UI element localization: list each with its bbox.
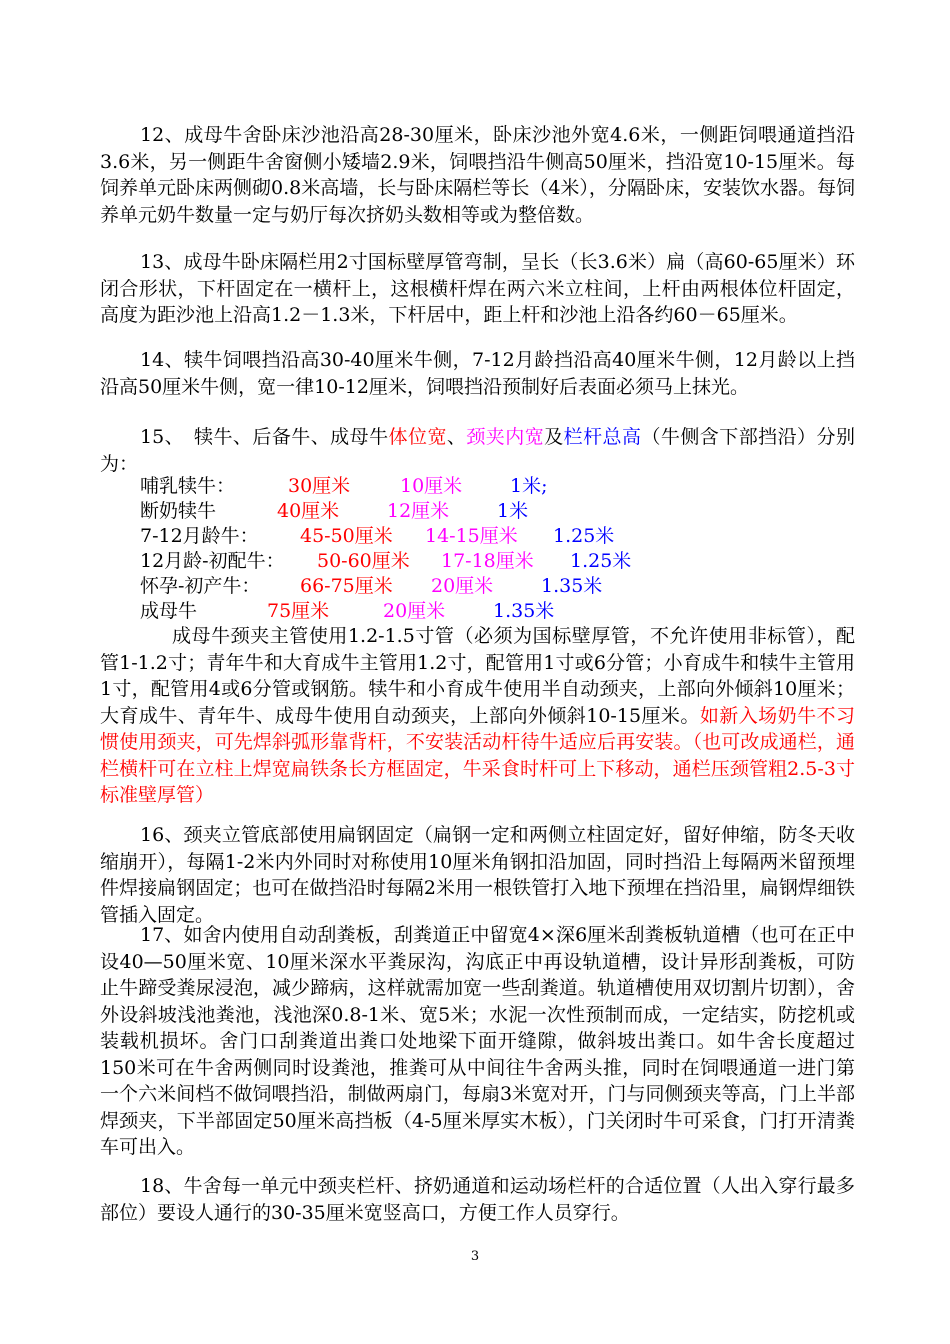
- paragraph-18: 18、牛舍每一单元中颈夹栏杆、挤奶通道和运动场栏杆的合适位置（人出入穿行最多部位）要设人通行的30-35厘米宽竖高口，方便工作人员穿行。: [100, 1175, 855, 1224]
- spec-label: 断奶犊牛: [140, 500, 217, 522]
- p15-neck-width: 颈夹内宽: [466, 426, 545, 448]
- page-number: 3: [470, 1249, 480, 1264]
- p15-sep2: 及: [544, 426, 564, 448]
- spec-height: 1.25米: [570, 550, 632, 572]
- paragraph-12: 12、成母牛舍卧床沙池沿高28-30厘米，卧床沙池外宽4.6米，一侧距饲喂通道挡沿3.6米，另一侧距牛舍窗侧小矮墙2.9米，饲喂挡沿牛侧高50厘米，挡沿宽10-15厘米。每饲养单元卧床两侧砌0.8米高墙，长与卧床隔栏等长（4米），分隔卧床，安装饮水器。每饲养单元奶牛数量一定与奶厅每次挤奶头数相等或为整倍数。: [100, 124, 855, 226]
- spec-height: 1.35米: [493, 600, 555, 622]
- spec-neck: 20厘米: [383, 600, 446, 622]
- p15b-red: 如新入场奶牛不习惯使用颈夹，可先焊斜弧形靠背杆，不安装活动杆待牛适应后再安装。（也可改成通栏，通栏横杆可在立柱上焊宽扁铁条长方框固定，牛采食时杆可上下移动，通栏压颈管粗2.5-3寸标准壁厚管）: [100, 704, 855, 806]
- p15-rail-height: 栏杆总高: [563, 426, 642, 448]
- spec-width: 45-50厘米: [300, 525, 393, 547]
- spec-label: 哺乳犊牛：: [140, 475, 236, 497]
- spec-width: 50-60厘米: [317, 550, 410, 572]
- spec-width: 40厘米: [277, 500, 340, 522]
- spec-neck: 10厘米: [400, 475, 463, 497]
- spec-label: 成母牛: [140, 600, 198, 622]
- spec-neck: 17-18厘米: [441, 550, 534, 572]
- paragraph-14: 14、犊牛饲喂挡沿高30-40厘米牛侧，7-12月龄挡沿高40厘米牛侧，12月龄以上挡沿高50厘米牛侧，宽一律10-12厘米，饲喂挡沿预制好后表面必须马上抹光。: [100, 349, 855, 398]
- spec-label: 12月龄-初配牛：: [140, 550, 285, 572]
- spec-height: 1.35米: [541, 575, 603, 597]
- spec-height: 1米: [497, 500, 529, 522]
- spec-neck: 12厘米: [387, 500, 450, 522]
- paragraph-15b: [100, 623, 855, 809]
- paragraph-17: 17、如舍内使用自动刮粪板，刮粪道正中留宽4×深6厘米刮粪板轨道槽（也可在正中设40—50厘米宽、10厘米深水平粪尿沟，沟底正中再设轨道槽，设计异形刮粪板，可防止牛蹄受粪尿浸泡，减少蹄病，这样就需加宽一些刮粪道。轨道槽使用双切割片切割），舍外设斜坡浅池粪池，浅池深0.8-1米、宽5米；水泥一次性预制而成，一定结实，防挖机或装载机损坏。舍门口刮粪道出粪口处地梁下面开缝隙，做斜坡出粪口。如牛舍长度超过150米可在牛舍两侧同时设粪池，推粪可从中间往牛舍两头推，同时在饲喂通道一进门第一个六米间档不做饲喂挡沿，制做两扇门，每扇3米宽对开，门与同侧颈夹等高，门上半部焊颈夹，下半部固定50厘米高挡板（4-5厘米厚实木板），门关闭时牛可采食，门打开清粪车可出入。: [100, 924, 855, 1158]
- paragraph-15: [100, 424, 855, 477]
- spec-label: 7-12月龄牛：: [140, 525, 259, 547]
- p15-prefix: 15、 犊牛、后备牛、成母牛: [140, 426, 389, 448]
- spec-width: 66-75厘米: [300, 575, 393, 597]
- spec-height: 1.25米: [553, 525, 615, 547]
- p15b-black: 成母牛颈夹主管使用1.2-1.5寸管（必须为国标壁厚管，不允许使用非标管），配管1-1.2寸；青年牛和大育成牛主管用1.2寸，配管用1寸或6分管；小育成牛和犊牛主管用1寸，配管用4或6分管或钢筋。犊牛和小育成牛使用半自动颈夹，上部向外倾斜10厘米；大育成牛、青年牛、成母牛使用自动颈夹，上部向外倾斜10-15厘米。: [100, 625, 855, 727]
- p15-suffix: （牛侧含下部挡沿）分别为：: [100, 426, 855, 475]
- spec-neck: 14-15厘米: [425, 525, 518, 547]
- spec-label: 怀孕-初产牛：: [140, 575, 261, 597]
- paragraph-13: 13、成母牛卧床隔栏用2寸国标壁厚管弯制，呈长（长3.6米）扁（高60-65厘米）环闭合形状，下杆固定在一横杆上，这根横杆焊在两六米立柱间，上杆由两根体位杆固定，高度为距沙池上沿高1.2－1.3米，下杆居中，距上杆和沙池上沿各约60－65厘米。: [100, 251, 855, 326]
- paragraph-16: 16、颈夹立管底部使用扁钢固定（扁钢一定和两侧立柱固定好，留好伸缩，防冬天收缩崩开），每隔1-2米内外同时对称使用10厘米角钢扣沿加固，同时挡沿上每隔两米留预埋件焊接扁钢固定；也可在做挡沿时每隔2米用一根铁管打入地下预埋在挡沿里，扁钢焊细铁管插入固定。: [100, 824, 855, 926]
- spec-neck: 20厘米: [431, 575, 494, 597]
- spec-width: 30厘米: [288, 475, 351, 497]
- spec-width: 75厘米: [267, 600, 330, 622]
- p15-sep1: 、: [446, 426, 467, 448]
- spec-height: 1米;: [510, 475, 548, 497]
- p15-body-width: 体位宽: [388, 426, 447, 448]
